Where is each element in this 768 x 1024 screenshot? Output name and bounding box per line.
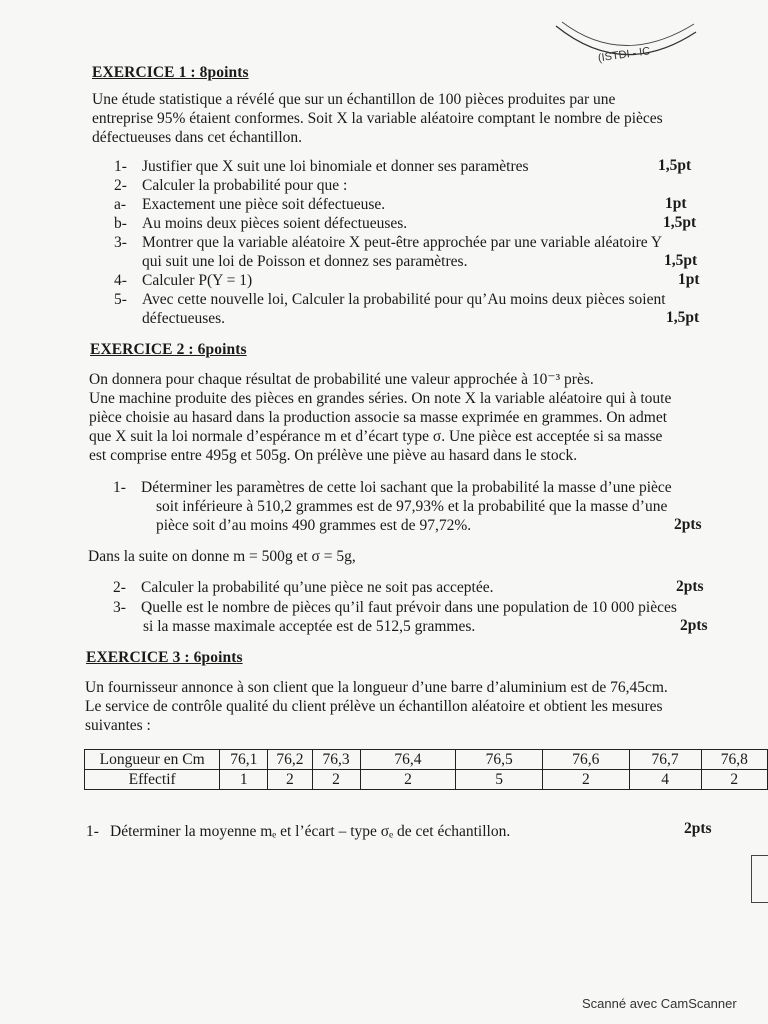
- ex1-question-number: 5-: [114, 291, 127, 308]
- intro-line: défectueuses dans cet échantillon.: [92, 129, 303, 146]
- camscanner-watermark: Scanné avec CamScanner: [582, 996, 737, 1011]
- table-cell: 76,7: [629, 750, 701, 770]
- ex1-question-text: Exactement une pièce soit défectueuse.: [142, 196, 386, 213]
- table-cell: 76,3: [312, 750, 360, 770]
- stamp-text: (ISTDI - IC: [597, 45, 651, 65]
- exercise-3-intro: [85, 678, 668, 735]
- ex2-question-3: [141, 598, 677, 636]
- table-header-cell: Longueur en Cm: [85, 750, 220, 770]
- table-cell: 76,6: [543, 750, 630, 770]
- intro-line: Un fournisseur annonce à son client que la longueur d’une barre d’aluminium est de 76,45cm.: [85, 679, 668, 696]
- question-line: soit inférieure à 510,2 grammes est de 97,93% et la probabilité que la masse d’une: [156, 498, 668, 515]
- ex2-question-1: [141, 478, 672, 535]
- ex1-question-text: Avec cette nouvelle loi, Calculer la probabilité pour qu’Au moins deux pièces soient: [142, 291, 666, 308]
- intro-line: entreprise 95% étaient conformes. Soit X la variable aléatoire comptant le nombre de pièces: [92, 110, 663, 127]
- table-cell: 4: [629, 770, 701, 790]
- page-edge-bracket: [751, 855, 768, 903]
- ex1-question-number: 2-: [114, 177, 127, 194]
- ex1-question-points: 1pt: [678, 271, 700, 288]
- ex2-question-2-number: 2-: [113, 579, 126, 596]
- intro-line: que X suit la loi normale d’espérance m et d’écart type σ. Une pièce est acceptée si sa masse: [89, 428, 663, 445]
- exercise-3-title: EXERCICE 3 : 6points: [86, 649, 243, 666]
- intro-line: pièce choisie au hasard dans la production associe sa masse exprimée en grammes. On admet: [89, 409, 668, 426]
- question-line: Déterminer les paramètres de cette loi sachant que la probabilité la masse d’une pièce: [141, 479, 672, 496]
- ex1-question-text: Justifier que X suit une loi binomiale et donner ses paramètres: [142, 158, 529, 175]
- measurement-table: [84, 749, 768, 790]
- ex2-question-3-points: 2pts: [680, 617, 708, 634]
- ex2-question-1-points: 2pts: [674, 516, 702, 533]
- table-cell: 2: [543, 770, 630, 790]
- table-row: [85, 770, 768, 790]
- question-line: pièce soit d’au moins 490 grammes est de 97,72%.: [156, 517, 472, 534]
- exercise-1-intro: [92, 90, 663, 147]
- table-cell: 76,4: [360, 750, 456, 770]
- intro-line: On donnera pour chaque résultat de probabilité une valeur approchée à 10⁻³ près.: [89, 371, 594, 388]
- ex1-question-number: 4-: [114, 272, 127, 289]
- ex2-question-2: Calculer la probabilité qu’une pièce ne soit pas acceptée.: [141, 579, 494, 596]
- intro-line: Une machine produite des pièces en grandes séries. On note X la variable aléatoire qui à toute: [89, 390, 672, 407]
- ex1-question-text: Au moins deux pièces soient défectueuses.: [142, 215, 408, 232]
- table-cell: 2: [701, 770, 767, 790]
- ex2-given-values: Dans la suite on donne m = 500g et σ = 5g,: [88, 548, 356, 565]
- table-cell: 76,5: [456, 750, 543, 770]
- table-cell: 76,8: [701, 750, 767, 770]
- intro-line: Une étude statistique a révélé que sur un échantillon de 100 pièces produites par une: [92, 91, 616, 108]
- ex1-question-number: 3-: [114, 234, 127, 251]
- ex2-question-2-points: 2pts: [676, 578, 704, 595]
- intro-line: est comprise entre 495g et 505g. On prélève une piève au hasard dans le stock.: [89, 447, 578, 464]
- ex3-question-1-number: 1-: [86, 823, 99, 840]
- exercise-2-title: EXERCICE 2 : 6points: [90, 341, 247, 358]
- ex1-question-points: 1,5pt: [658, 157, 692, 174]
- question-line: si la masse maximale acceptée est de 512,5 grammes.: [143, 618, 476, 635]
- table-cell: 1: [220, 770, 268, 790]
- ex1-question-number: a-: [114, 196, 127, 213]
- table-cell: 76,2: [268, 750, 312, 770]
- table-cell: 2: [268, 770, 312, 790]
- ex1-question-number: b-: [114, 215, 127, 232]
- exercise-1-title: EXERCICE 1 : 8points: [92, 64, 249, 81]
- ex1-question-number: 1-: [114, 158, 127, 175]
- intro-line: Le service de contrôle qualité du client prélève un échantillon aléatoire et obtient les mesures: [85, 698, 663, 715]
- ex3-question-1: Déterminer la moyenne mₑ et l’écart – type σₑ de cet échantillon.: [110, 823, 511, 840]
- ex1-question-text: Calculer P(Y = 1): [142, 272, 253, 289]
- intro-line: suivantes :: [85, 717, 151, 734]
- table-row: [85, 750, 768, 770]
- table-cell: 5: [456, 770, 543, 790]
- table-cell: 2: [312, 770, 360, 790]
- school-stamp: [548, 18, 698, 88]
- exercise-2-intro: [89, 370, 671, 465]
- ex1-question-points: 1,5pt: [663, 214, 697, 231]
- ex1-question-points: 1,5pt: [666, 309, 700, 326]
- ex3-question-1-points: 2pts: [684, 820, 712, 837]
- ex1-question-text: qui suit une loi de Poisson et donnez ses paramètres.: [142, 253, 468, 270]
- ex2-question-3-number: 3-: [113, 599, 126, 616]
- ex1-question-text: Calculer la probabilité pour que :: [142, 177, 348, 194]
- table-header-cell: Effectif: [85, 770, 220, 790]
- ex1-question-points: 1,5pt: [664, 252, 698, 269]
- ex1-question-points: 1pt: [665, 195, 687, 212]
- ex1-question-text: défectueuses.: [142, 310, 226, 327]
- table-cell: 76,1: [220, 750, 268, 770]
- question-line: Quelle est le nombre de pièces qu’il faut prévoir dans une population de 10 000 pièces: [141, 599, 677, 616]
- table-cell: 2: [360, 770, 456, 790]
- ex1-question-text: Montrer que la variable aléatoire X peut-être approchée par une variable aléatoire Y: [142, 234, 663, 251]
- ex2-question-1-number: 1-: [113, 479, 126, 496]
